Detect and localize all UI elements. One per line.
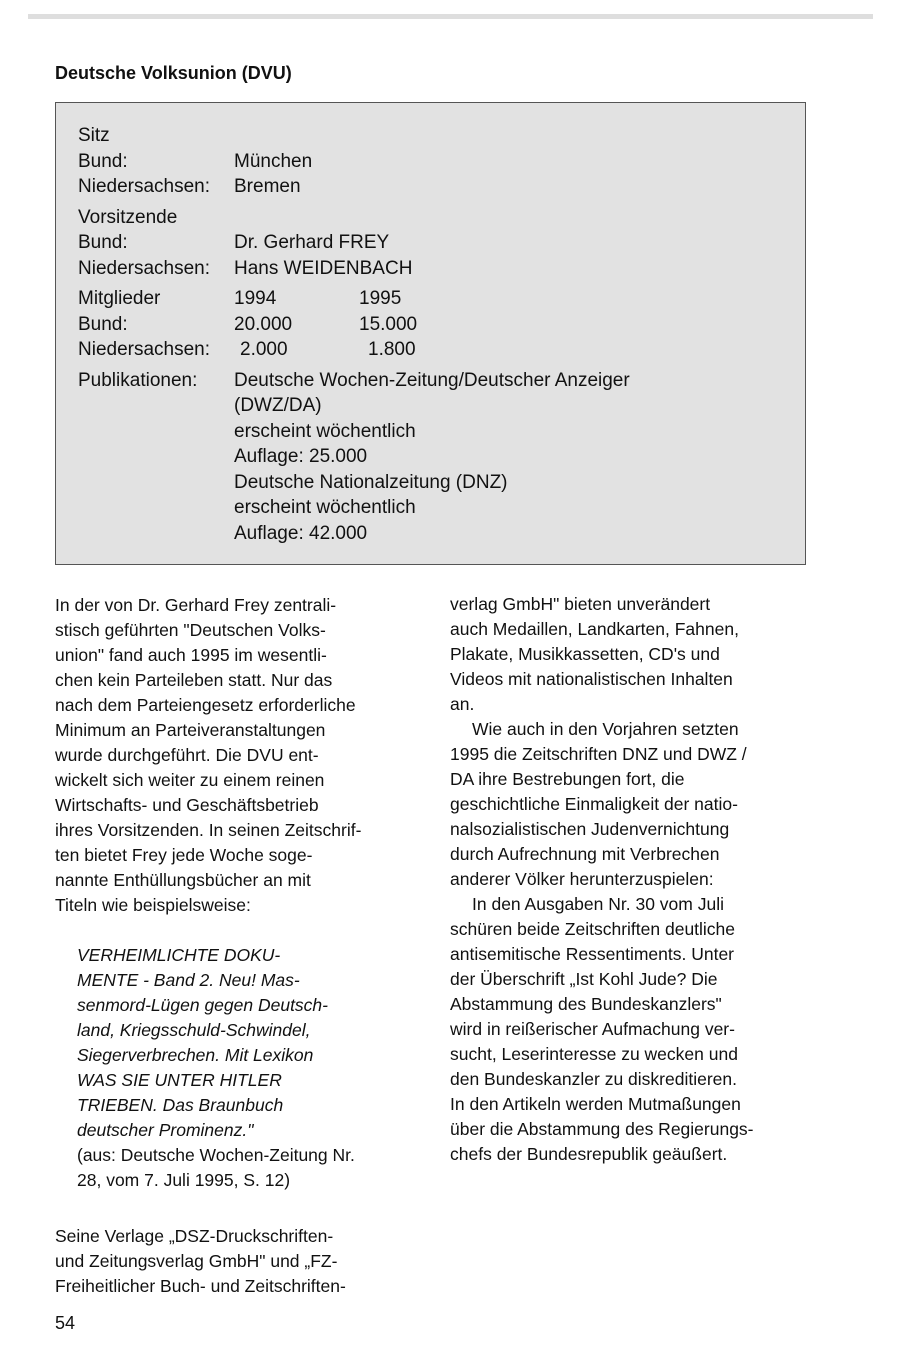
source-line: 28, vom 7. Juli 1995, S. 12) xyxy=(77,1170,291,1190)
text-line: Plakate, Musikkassetten, CD's und xyxy=(450,644,720,664)
bottom-paragraph xyxy=(55,1224,415,1299)
text-line: chen kein Parteileben statt. Nur das xyxy=(55,670,333,690)
text-line: und Zeitungsverlag GmbH" und „FZ- xyxy=(55,1251,338,1271)
text-line: In den Artikeln werden Mutmaßungen xyxy=(450,1094,741,1114)
text-line: anderer Völker herunterzuspielen: xyxy=(450,869,714,889)
publikation-line: Auflage: 42.000 xyxy=(234,522,368,544)
mitglieder-bund-label: Bund: xyxy=(78,313,128,335)
text-line: der Überschrift „Ist Kohl Jude? Die xyxy=(450,969,718,989)
text-line: nalsozialistischen Judenvernichtung xyxy=(450,819,730,839)
vorsitzende-heading: Vorsitzende xyxy=(78,206,178,228)
text-line: schüren beide Zeitschriften deutliche xyxy=(450,919,736,939)
page-title: Deutsche Volksunion (DVU) xyxy=(55,63,292,83)
text-line: den Bundeskanzler zu diskreditieren. xyxy=(450,1069,737,1089)
text-line: antisemitische Ressentiments. Unter xyxy=(450,944,734,964)
publikation-line: erscheint wöchentlich xyxy=(234,420,416,442)
right-paragraph-2 xyxy=(450,717,815,892)
mitglieder-heading: Mitglieder xyxy=(78,288,161,309)
publikation-line: Deutsche Wochen-Zeitung/Deutscher Anzeiger xyxy=(234,369,630,391)
publikationen-row xyxy=(78,368,778,547)
quote-line: senmord-Lügen gegen Deutsch- xyxy=(77,995,328,1015)
text-line: stisch geführten "Deutschen Volks- xyxy=(55,620,326,640)
sitz-bund-label: Bund: xyxy=(78,150,128,172)
sitz-nds-label: Niedersachsen: xyxy=(78,176,211,197)
source-line: (aus: Deutsche Wochen-Zeitung Nr. xyxy=(77,1145,355,1165)
right-column xyxy=(450,592,815,1167)
quote-line: Siegerverbrechen. Mit Lexikon xyxy=(77,1045,314,1065)
right-paragraph-3 xyxy=(450,892,815,1167)
text-line: DA ihre Bestrebungen fort, die xyxy=(450,769,685,789)
text-line: 1995 die Zeitschriften DNZ und DWZ / xyxy=(450,744,747,764)
publikation-line: erscheint wöchentlich xyxy=(234,497,416,518)
text-line: chefs der Bundesrepublik geäußert. xyxy=(450,1144,728,1164)
quote-line: MENTE - Band 2. Neu! Mas- xyxy=(77,970,300,990)
mitglieder-nds-label: Niedersachsen: xyxy=(78,339,211,360)
text-line: wickelt sich weiter zu einem reinen xyxy=(55,770,325,790)
text-line: nach dem Parteiengesetz erforderliche xyxy=(55,695,356,715)
text-line: an. xyxy=(450,694,475,714)
text-line: Abstammung des Bundeskanzlers" xyxy=(450,994,722,1014)
text-line: sucht, Leserinteresse zu wecken und xyxy=(450,1044,738,1064)
page-number: 54 xyxy=(55,1313,76,1333)
mitglieder-nds-1994: 2.000 xyxy=(240,339,288,360)
vorsitzende-bund-value: Dr. Gerhard FREY xyxy=(234,232,390,253)
publikation-line: (DWZ/DA) xyxy=(234,395,322,416)
quote-line: WAS SIE UNTER HITLER xyxy=(77,1070,282,1090)
info-box xyxy=(55,102,806,565)
text-line: In der von Dr. Gerhard Frey zentrali- xyxy=(55,595,337,615)
text-line: wurde durchgeführt. Die DVU ent- xyxy=(55,745,319,765)
text-line: Seine Verlage „DSZ-Druckschriften- xyxy=(55,1226,334,1246)
sitz-heading: Sitz xyxy=(78,125,110,146)
left-column xyxy=(55,593,410,1193)
left-paragraph-1 xyxy=(55,593,410,918)
quote-line: TRIEBEN. Das Braunbuch xyxy=(77,1095,284,1115)
mitglieder-year-1994: 1994 xyxy=(234,288,277,309)
book-title-quote xyxy=(77,943,410,1143)
mitglieder-nds-1995: 1.800 xyxy=(368,339,416,360)
quote-source xyxy=(77,1143,410,1193)
text-line: über die Abstammung des Regierungs- xyxy=(450,1119,754,1139)
text-line: ten bietet Frey jede Woche soge- xyxy=(55,845,313,865)
publikationen-label: Publikationen: xyxy=(78,369,198,391)
text-line: wird in reißerischer Aufmachung ver- xyxy=(450,1019,735,1039)
quote-line: VERHEIMLICHTE DOKU- xyxy=(77,945,281,965)
sitz-nds-value: Bremen xyxy=(234,176,301,197)
text-line: nannte Enthüllungsbücher an mit xyxy=(55,870,311,890)
text-line: auch Medaillen, Landkarten, Fahnen, xyxy=(450,619,739,639)
text-line: In den Ausgaben Nr. 30 vom Juli xyxy=(472,894,724,914)
text-line: Wirtschafts- und Geschäftsbetrieb xyxy=(55,795,319,815)
text-line: Minimum an Parteiveranstaltungen xyxy=(55,720,326,740)
publikation-line: Auflage: 25.000 xyxy=(234,446,368,467)
quote-line: land, Kriegsschuld-Schwindel, xyxy=(77,1020,311,1040)
text-line: Videos mit nationalistischen Inhalten xyxy=(450,669,733,689)
text-line: Wie auch in den Vorjahren setzten xyxy=(472,719,739,739)
text-line: ihres Vorsitzenden. In seinen Zeitschrif- xyxy=(55,820,362,840)
quote-line: deutscher Prominenz." xyxy=(77,1120,254,1140)
vorsitzende-bund-label: Bund: xyxy=(78,232,128,253)
text-line: durch Aufrechnung mit Verbrechen xyxy=(450,844,720,864)
text-line: geschichtliche Einmaligkeit der natio- xyxy=(450,794,738,814)
text-line: Freiheitlicher Buch- und Zeitschriften- xyxy=(55,1276,346,1296)
top-rule xyxy=(28,14,873,19)
right-paragraph-1 xyxy=(450,592,815,717)
text-line: Titeln wie beispielsweise: xyxy=(55,895,251,915)
vorsitzende-nds-label: Niedersachsen: xyxy=(78,257,211,279)
vorsitzende-nds-value: Hans WEIDENBACH xyxy=(234,257,413,279)
mitglieder-bund-1995: 15.000 xyxy=(359,313,418,335)
text-line: union" fand auch 1995 im wesentli- xyxy=(55,645,327,665)
mitglieder-bund-1994: 20.000 xyxy=(234,313,293,335)
sitz-bund-value: München xyxy=(234,150,313,172)
mitglieder-year-1995: 1995 xyxy=(359,288,402,309)
text-line: verlag GmbH" bieten unverändert xyxy=(450,594,711,614)
publikation-line: Deutsche Nationalzeitung (DNZ) xyxy=(234,471,508,493)
info-box-rows xyxy=(78,123,778,546)
